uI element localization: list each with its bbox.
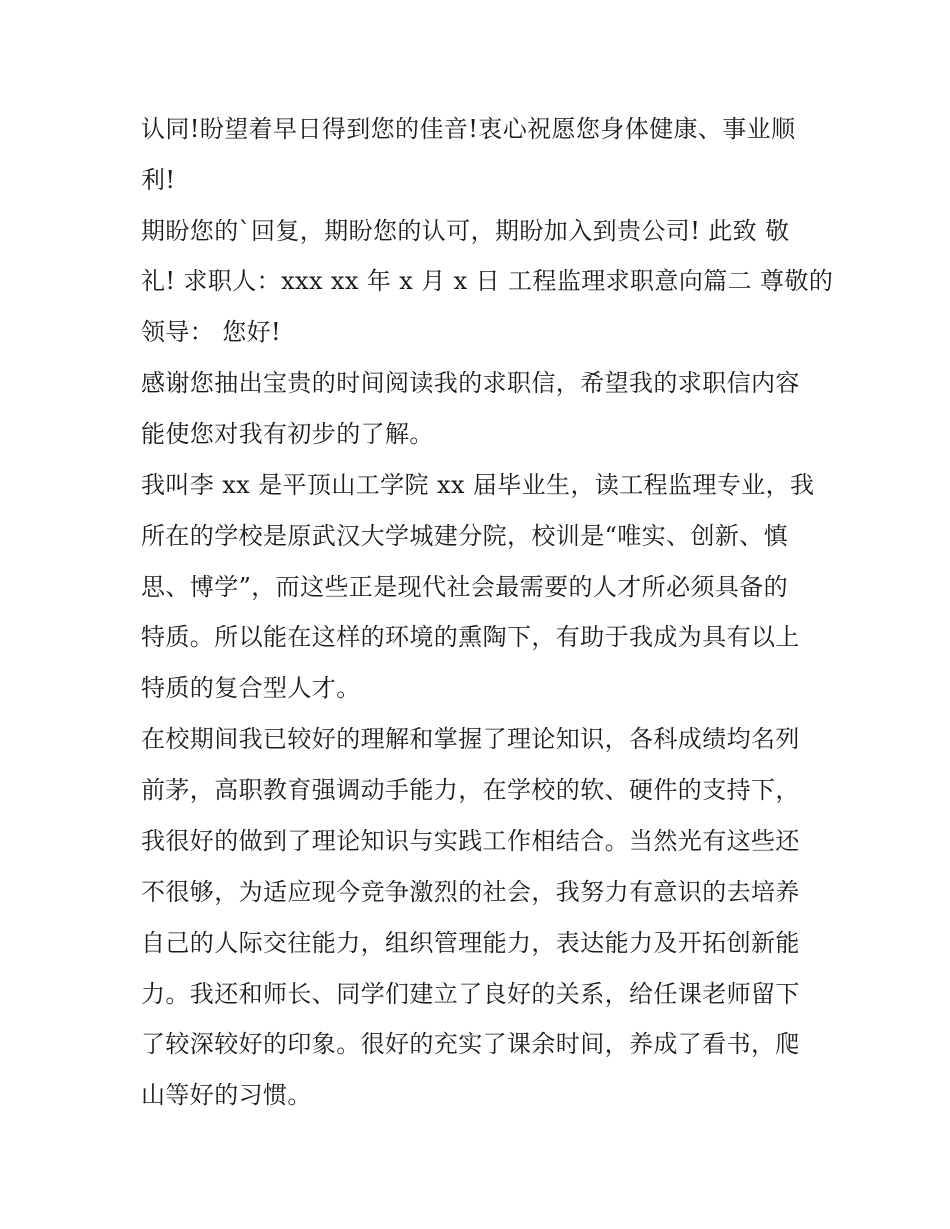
text-line: 我很好的做到了理论知识与实践工作相结合。当然光有这些还	[141, 827, 800, 855]
text-line: 期盼您的`回复，期盼您的认可，期盼加入到贵公司! 此致 敬	[141, 217, 790, 245]
text-line: 特质的复合型人才。	[141, 674, 361, 702]
text-line: 我叫李 xx 是平顶山工学院 xx 届毕业生，读工程监理专业，我	[141, 471, 815, 499]
text-line: 认同!盼望着早日得到您的佳音!衷心祝愿您身体健康、事业顺	[141, 115, 796, 143]
text-line: 前茅，高职教育强调动手能力，在学校的软、硬件的支持下，	[141, 776, 800, 804]
text-line: 感谢您抽出宝贵的时间阅读我的求职信，希望我的求职信内容	[141, 369, 800, 397]
text-line: 领导： 您好!	[141, 318, 282, 346]
text-line: 所在的学校是原武汉大学城建分院，校训是“唯实、创新、慎	[141, 522, 789, 550]
text-line: 礼! 求职人：xxx xx 年 x 月 x 日 工程监理求职意向篇二 尊敬的	[141, 267, 834, 295]
text-line: 自己的人际交往能力，组织管理能力，表达能力及开拓创新能	[141, 929, 800, 957]
text-line: 能使您对我有初步的了解。	[141, 420, 434, 448]
text-line: 不很够，为适应现今竞争激烈的社会，我努力有意识的去培养	[141, 878, 800, 906]
text-line: 山等好的习惯。	[141, 1081, 312, 1109]
text-line: 特质。所以能在这样的环境的熏陶下，有助于我成为具有以上	[141, 623, 800, 651]
text-line: 思、博学”，而这些正是现代社会最需要的人才所必须具备的	[141, 573, 789, 601]
text-line: 了较深较好的印象。很好的充实了课余时间，养成了看书，爬	[141, 1030, 800, 1058]
text-line: 在校期间我已较好的理解和掌握了理论知识，各科成绩均名列	[141, 725, 800, 753]
text-line: 力。我还和师长、同学们建立了良好的关系，给任课老师留下	[141, 980, 800, 1008]
text-line: 利!	[141, 166, 176, 194]
